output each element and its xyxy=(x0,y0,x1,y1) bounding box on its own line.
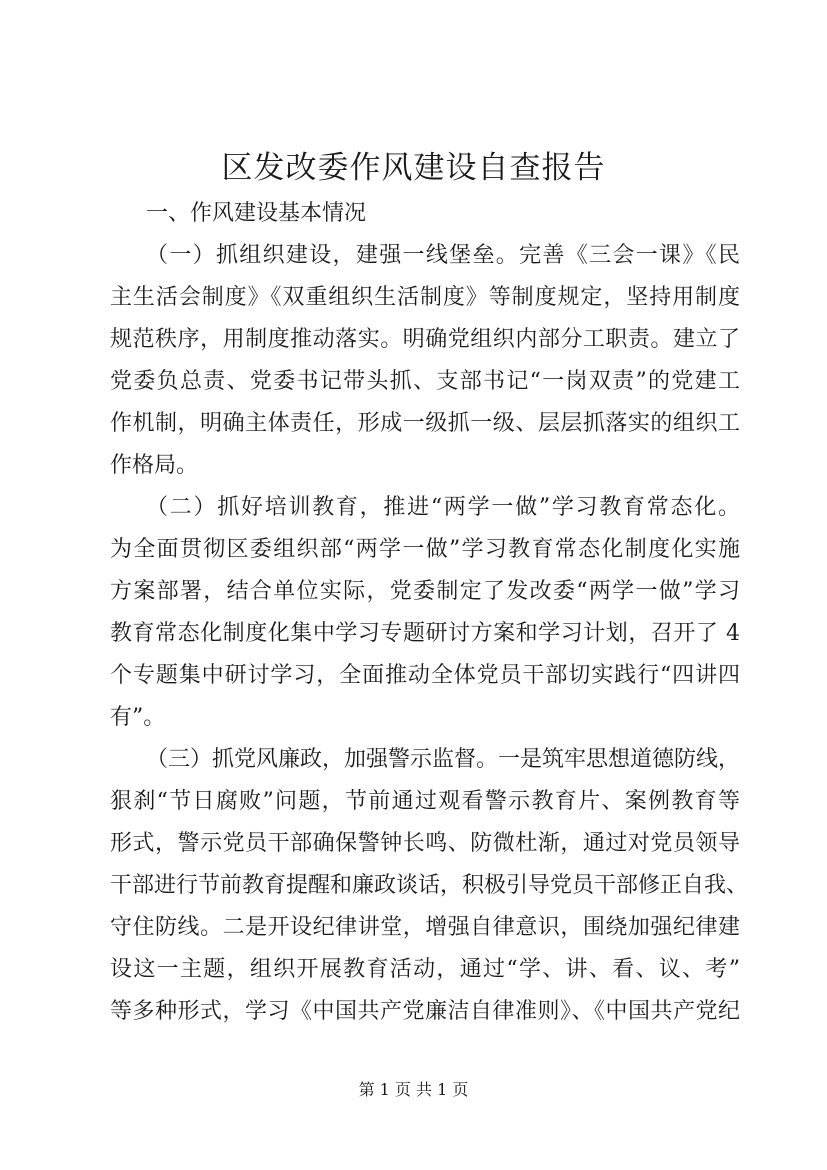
paragraph-line: 干部进行节前教育提醒和廉政谈话，积极引导党员干部修正自我、 xyxy=(110,873,749,898)
paragraph-line: （一）抓组织建设，建强一线堡垒。完善《三会一课》《民 xyxy=(146,243,740,268)
paragraph-line: 主生活会制度》《双重组织生活制度》等制度规定，坚持用制度 xyxy=(110,285,740,310)
paragraph-line: 形式，警示党员干部确保警钟长鸣、防微杜渐，通过对党员领导 xyxy=(110,831,740,856)
paragraph-line: （三）抓党风廉政，加强警示监督。一是筑牢思想道德防线， xyxy=(146,747,741,772)
paragraph-line: 设这一主题，组织开展教育活动，通过“学、讲、看、议、考” xyxy=(110,957,740,982)
paragraph-line: 有”。 xyxy=(110,705,166,730)
page-number-footer: 第 1 页 共 1 页 xyxy=(358,1080,469,1099)
paragraph-line: 等多种形式，学习《中国共产党廉洁自律准则》、《中国共产党纪 xyxy=(110,999,740,1024)
paragraph-line: 党委负总责、党委书记带头抓、支部书记“一岗双责”的党建工 xyxy=(110,369,740,394)
paragraph-line: 方案部署，结合单位实际，党委制定了发改委“两学一做”学习 xyxy=(110,579,740,604)
paragraph-line: 个专题集中研讨学习，全面推动全体党员干部切实践行“四讲四 xyxy=(110,663,740,688)
paragraph-line: 狠刹“节日腐败”问题，节前通过观看警示教育片、案例教育等 xyxy=(110,789,740,814)
section-heading: 一、作风建设基本情况 xyxy=(146,201,367,226)
document-title: 区发改委作风建设自查报告 xyxy=(221,150,606,186)
paragraph-line: 守住防线。二是开设纪律讲堂，增强自律意识，围绕加强纪律建 xyxy=(110,915,740,940)
paragraph-line: （二）抓好培训教育，推进“两学一做”学习教育常态化。 xyxy=(146,495,740,520)
paragraph-line: 规范秩序，用制度推动落实。明确党组织内部分工职责。建立了 xyxy=(110,327,740,352)
paragraph-line: 教育常态化制度化集中学习专题研讨方案和学习计划，召开了 4 xyxy=(110,621,740,646)
paragraph-line: 作机制，明确主体责任，形成一级抓一级、层层抓落实的组织工 xyxy=(110,411,740,436)
paragraph-line: 为全面贯彻区委组织部“两学一做”学习教育常态化制度化实施 xyxy=(110,537,740,562)
paragraph-line: 作格局。 xyxy=(110,453,199,478)
